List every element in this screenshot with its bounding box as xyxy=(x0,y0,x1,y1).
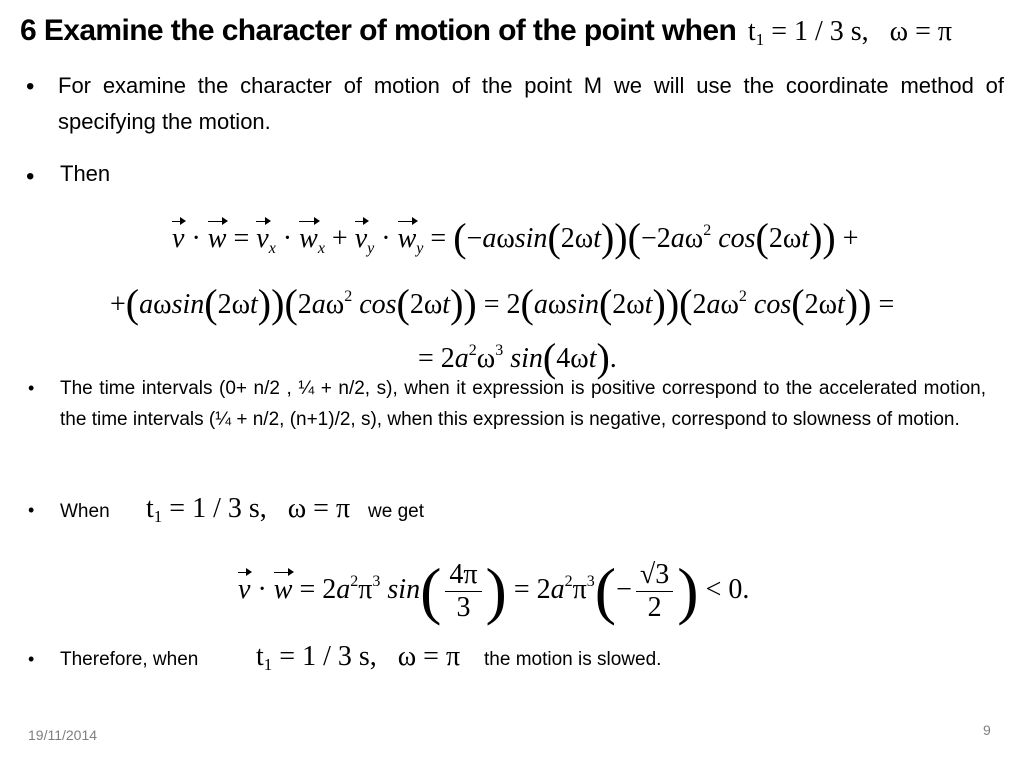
bullet-then: Then xyxy=(60,161,111,186)
slide-title xyxy=(20,14,1020,50)
bullet-coordinate-method: For examine the character of motion of the point M we will use the coordinate method of specifying the motion. xyxy=(58,73,1004,134)
formula-line-3: = $2a^2\omega^3$ sin(4ωt). xyxy=(418,335,617,380)
bullet-marker: • xyxy=(28,378,35,398)
title-text: 6 Examine the character of motion of the point when xyxy=(20,14,737,47)
bullet-when-condition: t1 = 1 / 3 s, ω = π xyxy=(146,493,351,526)
bullet-therefore-suffix: the motion is slowed. xyxy=(484,649,662,670)
bullet-when-prefix: When xyxy=(60,501,110,522)
title-condition: t1 = 1 / 3 s, ω = π xyxy=(747,16,953,49)
bullet-marker: • xyxy=(26,73,35,100)
page-number: 9 xyxy=(983,722,991,738)
bullet-therefore-prefix: Therefore, when xyxy=(60,649,199,670)
formula-dot-product-result: $v \cdot w = 2a^2\pi^3$ sin( $\frac{4\pi}{3}$ ) = $2a^2\pi^3(-$ $\frac{√3}{2}$ ) < 0. xyxy=(238,555,750,626)
bullet-marker: • xyxy=(26,163,35,190)
bullet-time-intervals: The time intervals (0+ n/2 , ¼ + n/2, s), when it expression is positive correspond to the accelerated motion, the time intervals (¼ + n/2, (n+1)/2, s), when this expression is negative, correspond to slowness of motion. xyxy=(60,378,986,430)
bullet-marker: • xyxy=(28,649,35,669)
footer-date: 19/11/2014 xyxy=(28,727,98,743)
bullet-therefore-condition: t1 = 1 / 3 s, ω = π xyxy=(256,641,461,674)
bullet-when-suffix: we get xyxy=(368,501,424,522)
bullet-marker: • xyxy=(28,500,35,520)
formula-line-1: $v \cdot w = v_x \cdot w_x + v_y \cdot w_y = (-a\omega\sin(2\omega t))(-2a\omega^2$ cos(2ωt)) + xyxy=(172,215,859,260)
formula-line-2: $+(a\omega\sin(2\omega t))(2a\omega^2$ $\cos(2\omega t)) = 2(a\omega\sin(2\omega t))(2a\omega^2$ cos(2ωt)) = xyxy=(110,281,895,326)
